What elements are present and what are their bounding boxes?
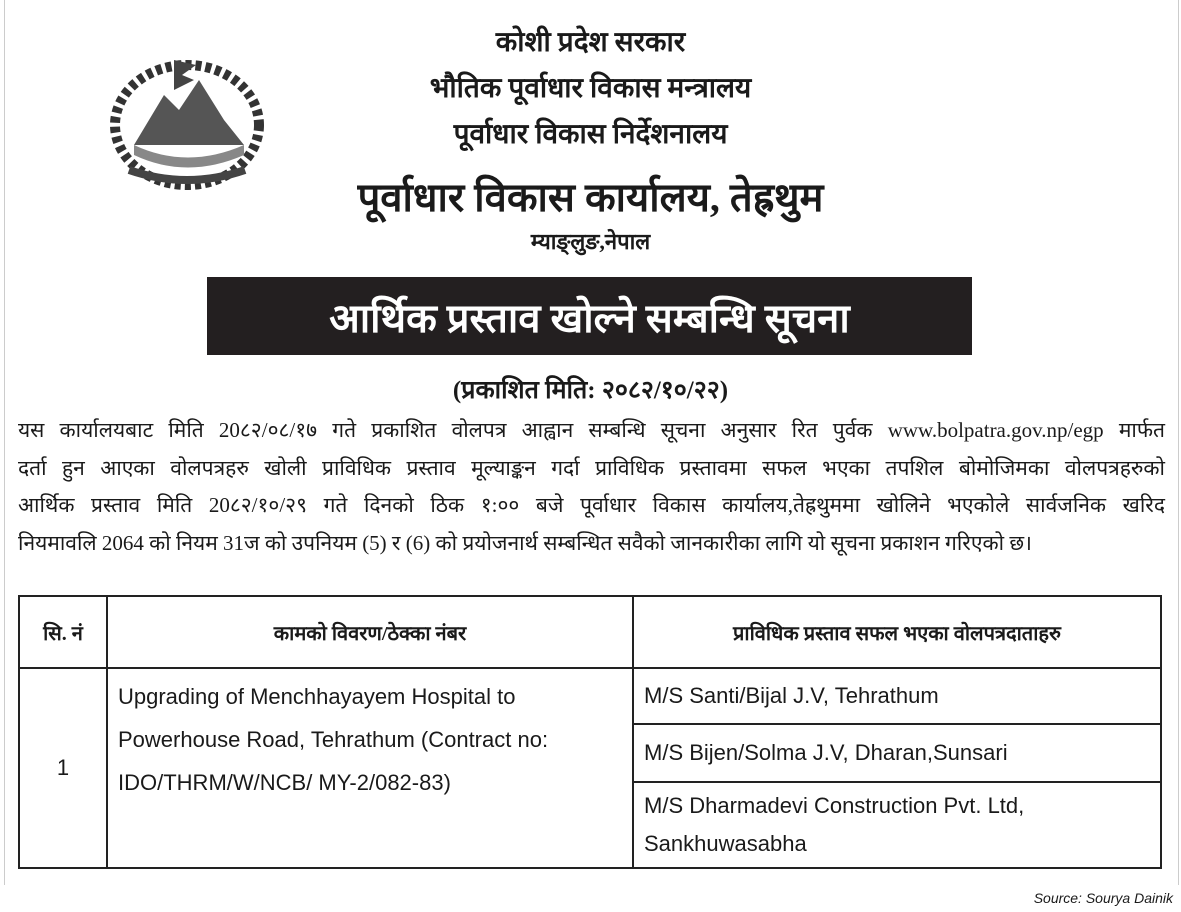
- cell-sn: 1: [19, 668, 107, 868]
- source-credit: Source: Sourya Dainik: [1033, 890, 1173, 906]
- body-line: नियमावलि 2064 को नियम 31ज को उपनियम (5) र (6) को प्रयोजनार्थ सम्बन्धित सवैको जानकारीका लागि यो सूचना प्रकाशन गरिएको छ।: [18, 530, 1033, 555]
- notice-body: [18, 412, 1165, 562]
- published-date: (प्रकाशित मिति: २०८२/१०/२२): [452, 377, 729, 404]
- office-name: पूर्वाधार विकास कार्यालय, तेह्रथुम: [357, 175, 824, 220]
- bidders-table: [18, 595, 1162, 869]
- ministry-name: भौतिक पूर्वाधार विकास मन्त्रालय: [429, 73, 752, 104]
- cell-description: Upgrading of Menchhayayem Hospital to Powerhouse Road, Tehrathum (Contract no: IDO/THRM/W/NCB/ MY-2/082-83): [107, 668, 633, 868]
- body-line: यस कार्यालयबाट मिति 20८२/०८/१७ गते प्रकाशित वोलपत्र आह्वान सम्बन्धि सूचना अनुसार रित पुर्वक www.bolpatra.gov.np/egp मार्फत: [18, 418, 1165, 442]
- body-line: दर्ता हुन आएका वोलपत्रहरु खोली प्राविधिक प्रस्ताव मूल्याङ्कन गर्दा प्राविधिक प्रस्तावमा सफल भएका तपशिल बोमोजिमका वोलपत्रहरुको: [18, 455, 1165, 480]
- office-location: म्याङ्लुङ,नेपाल: [530, 229, 651, 254]
- cell-bidder: M/S Dharmadevi Construction Pvt. Ltd, Sankhuwasabha: [633, 782, 1161, 868]
- header-bidders: प्राविधिक प्रस्ताव सफल भएका वोलपत्रदाताहरु: [633, 596, 1161, 668]
- table-header-row: [19, 596, 1161, 668]
- header-description: कामको विवरण/ठेक्का नंबर: [107, 596, 633, 668]
- header-sn: सि. नं: [19, 596, 107, 668]
- cell-bidder: M/S Bijen/Solma J.V, Dharan,Sunsari: [633, 724, 1161, 782]
- province-name: कोशी प्रदेश सरकार: [495, 27, 686, 58]
- directorate-name: पूर्वाधार विकास निर्देशनालय: [453, 119, 728, 150]
- body-line: आर्थिक प्रस्ताव मिति 20८२/१०/२९ गते दिनको ठिक १:०० बजे पूर्वाधार विकास कार्यालय,तेह्रथुममा खोलिने भएकोले सार्वजनिक खरिद: [18, 493, 1165, 517]
- table-row: [19, 668, 1161, 724]
- cell-bidder: M/S Santi/Bijal J.V, Tehrathum: [633, 668, 1161, 724]
- notice-title-banner: आर्थिक प्रस्ताव खोल्ने सम्बन्धि सूचना: [207, 277, 972, 355]
